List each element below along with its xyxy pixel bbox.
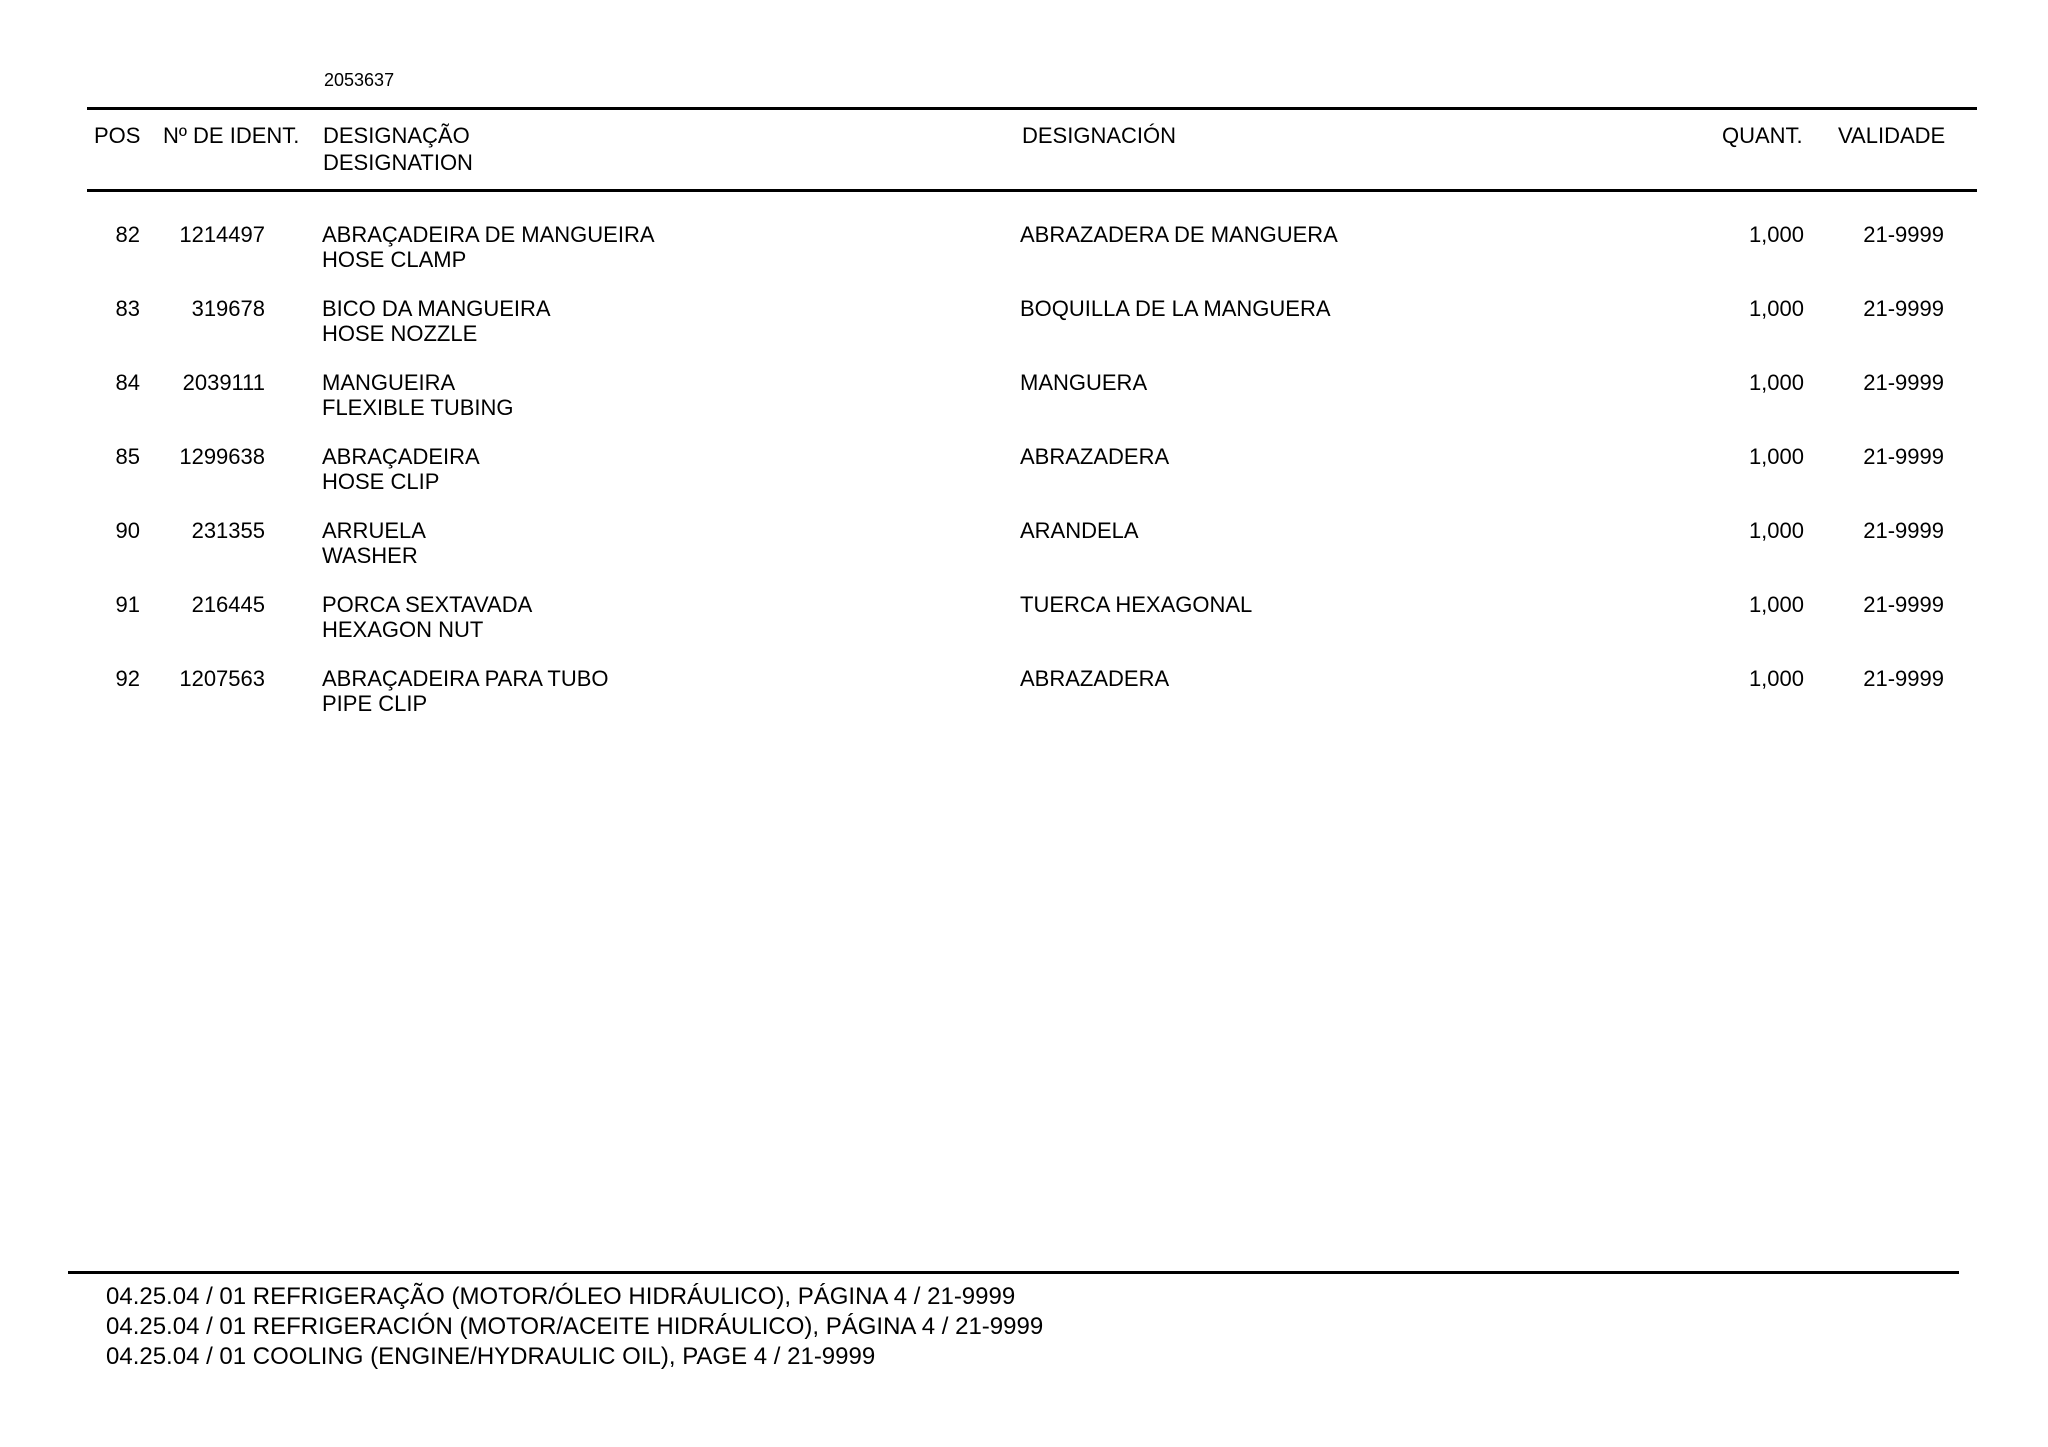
cell-designation-en: HOSE CLIP <box>322 469 440 494</box>
cell-pos: 83 <box>115 296 140 321</box>
table-row <box>0 222 2048 296</box>
cell-designation <box>322 222 655 272</box>
cell-pos: 82 <box>115 222 140 247</box>
cell-designation <box>322 444 480 494</box>
cell-designation-es: ABRAZADERA <box>1020 666 1170 691</box>
header-pos: POS <box>94 123 141 148</box>
cell-designation-es: ARANDELA <box>1020 518 1139 543</box>
document-number: 2053637 <box>324 70 395 90</box>
cell-designation-en: PIPE CLIP <box>322 691 428 716</box>
table-row <box>0 666 2048 740</box>
cell-ident: 1299638 <box>179 444 265 469</box>
cell-ident: 1207563 <box>179 666 265 691</box>
cell-designation <box>322 518 426 568</box>
cell-designation-pt: PORCA SEXTAVADA <box>322 592 533 617</box>
cell-designation-en: WASHER <box>322 543 418 568</box>
cell-quantity: 1,000 <box>1748 666 1804 691</box>
table-row <box>0 370 2048 444</box>
cell-validity: 21-9999 <box>1863 666 1944 691</box>
table-row <box>0 518 2048 592</box>
cell-designation-es: ABRAZADERA DE MANGUERA <box>1020 222 1338 247</box>
cell-pos: 91 <box>115 592 140 617</box>
cell-ident: 231355 <box>191 518 265 543</box>
cell-validity: 21-9999 <box>1863 444 1944 469</box>
header-designation-en: DESIGNATION <box>323 150 473 175</box>
header-designation-pt: DESIGNAÇÃO <box>323 123 470 148</box>
cell-designation <box>322 592 532 642</box>
cell-pos: 92 <box>115 666 140 691</box>
cell-validity: 21-9999 <box>1863 296 1944 321</box>
cell-validity: 21-9999 <box>1863 592 1944 617</box>
cell-designation-pt: ABRAÇADEIRA PARA TUBO <box>322 666 609 691</box>
table-row <box>0 444 2048 518</box>
cell-designation-pt: MANGUEIRA <box>322 370 456 395</box>
cell-pos: 84 <box>115 370 140 395</box>
cell-quantity: 1,000 <box>1748 592 1804 617</box>
cell-pos: 85 <box>115 444 140 469</box>
cell-designation-en: HOSE NOZZLE <box>322 321 478 346</box>
footer-line-es: 04.25.04 / 01 REFRIGERACIÓN (MOTOR/ACEITE HIDRÁULICO), PÁGINA 4 / 21-9999 <box>106 1313 1044 1340</box>
cell-quantity: 1,000 <box>1748 370 1804 395</box>
header-designation <box>323 122 473 176</box>
footer-line-pt: 04.25.04 / 01 REFRIGERAÇÃO (MOTOR/ÓLEO HIDRÁULICO), PÁGINA 4 / 21-9999 <box>106 1283 1016 1310</box>
cell-designation-pt: ABRAÇADEIRA DE MANGUEIRA <box>322 222 655 247</box>
cell-designation <box>322 666 609 716</box>
cell-validity: 21-9999 <box>1863 518 1944 543</box>
cell-validity: 21-9999 <box>1863 222 1944 247</box>
header-divider <box>87 189 1977 192</box>
footer-divider <box>68 1271 1959 1274</box>
footer-line-en: 04.25.04 / 01 COOLING (ENGINE/HYDRAULIC OIL), PAGE 4 / 21-9999 <box>106 1343 876 1370</box>
cell-validity: 21-9999 <box>1863 370 1944 395</box>
cell-designation-es: BOQUILLA DE LA MANGUERA <box>1020 296 1331 321</box>
cell-designation-pt: ABRAÇADEIRA <box>322 444 480 469</box>
header-designation-es: DESIGNACIÓN <box>1022 123 1177 148</box>
table-row <box>0 296 2048 370</box>
table-row <box>0 592 2048 666</box>
cell-designation-en: HEXAGON NUT <box>322 617 484 642</box>
cell-designation <box>322 296 551 346</box>
cell-quantity: 1,000 <box>1748 222 1804 247</box>
cell-designation-en: HOSE CLAMP <box>322 247 467 272</box>
cell-designation-es: ABRAZADERA <box>1020 444 1170 469</box>
cell-designation-en: FLEXIBLE TUBING <box>322 395 514 420</box>
page-footer <box>106 1282 1043 1372</box>
cell-ident: 216445 <box>191 592 265 617</box>
cell-ident: 319678 <box>191 296 265 321</box>
cell-designation <box>322 370 514 420</box>
cell-quantity: 1,000 <box>1748 518 1804 543</box>
cell-designation-es: MANGUERA <box>1020 370 1148 395</box>
header-quantity: QUANT. <box>1722 123 1803 148</box>
cell-ident: 1214497 <box>179 222 265 247</box>
parts-table-body <box>0 222 2048 740</box>
header-ident: Nº DE IDENT. <box>163 123 300 148</box>
cell-pos: 90 <box>115 518 140 543</box>
cell-quantity: 1,000 <box>1748 444 1804 469</box>
cell-ident: 2039111 <box>182 370 265 395</box>
cell-designation-pt: ARRUELA <box>322 518 426 543</box>
cell-designation-pt: BICO DA MANGUEIRA <box>322 296 551 321</box>
header-validity: VALIDADE <box>1838 123 1946 148</box>
cell-quantity: 1,000 <box>1748 296 1804 321</box>
cell-designation-es: TUERCA HEXAGONAL <box>1020 592 1253 617</box>
top-divider <box>87 107 1977 110</box>
